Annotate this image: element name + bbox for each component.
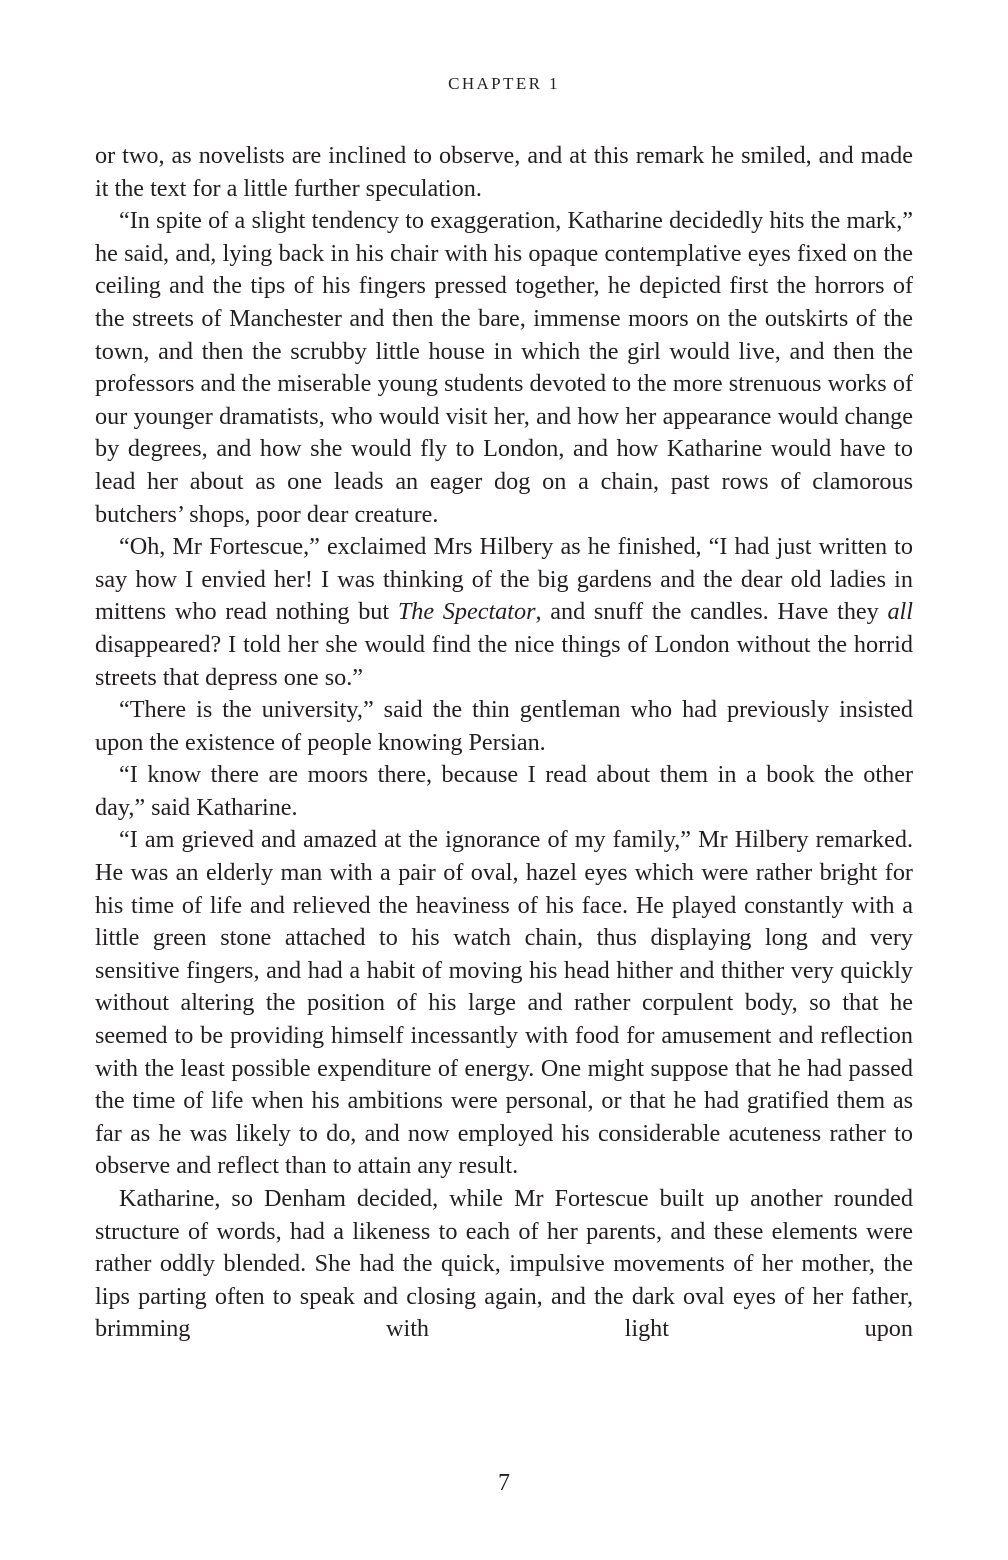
paragraph: “I know there are moors there, because I read about them in a book the other day,” said Katharine.: [95, 761, 913, 821]
italic-emphasis: all: [887, 598, 913, 626]
paragraph-text: “Oh, Mr Fortescue,” exclaimed Mrs Hilbery as he finished, “I had just written to say how I envied her! I was thinking of the big gardens and the dear old ladies in mittens who read nothing but: [95, 533, 913, 626]
paragraph: [95, 531, 913, 694]
paragraph: “I am grieved and amazed at the ignorance of my family,” Mr Hilbery remarked. He was an elderly man with a pair of oval, hazel eyes which were rather bright for his time of life and relieved the heaviness of his face. He played constantly with a little green stone attached to his watch chain, thus displaying long and very sensitive fingers, and had a habit of moving his head hither and thither very quickly without altering the position of his large and rather corpulent body, so that he seemed to be providing himself incessantly with food for amusement and reflection with the least possible expenditure of energy. One might suppose that he had passed the time of life when his ambitions were personal, or that he had gratified them as far as he was likely to do, and now employed his considerable acuteness rather to observe and reflect than to attain any result.: [95, 826, 913, 1180]
paragraph-text: , and snuff the candles. Have they: [535, 598, 888, 626]
italic-title: The Spectator: [397, 598, 536, 626]
body-text: [95, 140, 913, 1346]
paragraph: “In spite of a slight tendency to exaggeration, Katharine decidedly hits the mark,” he said, and, lying back in his chair with his opaque contemplative eyes fixed on the ceiling and the tips of his fingers pressed together, he depicted first the horrors of the streets of Manchester and then the bare, immense moors on the outskirts of the town, and then the scrubby little house in which the girl would live, and then the professors and the miserable young students devoted to the more strenuous works of our younger dramatists, who would visit her, and how her appearance would change by degrees, and how she would fly to London, and how Katharine would have to lead her about as one leads an eager dog on a chain, past rows of clamorous butchers’ shops, poor dear creature.: [95, 207, 913, 528]
paragraph: “There is the university,” said the thin gentleman who had previously insisted upon the existence of people knowing Persian.: [95, 696, 913, 756]
paragraph-continued: or two, as novelists are inclined to observe, and at this remark he smiled, and made it the text for a little further speculation.: [95, 142, 913, 202]
page-number: 7: [498, 1470, 510, 1496]
running-head: CHAPTER 1: [448, 74, 560, 93]
paragraph-text: disappeared? I told her she would find the nice things of London without the horrid streets that depress one so.”: [95, 630, 913, 691]
paragraph: Katharine, so Denham decided, while Mr Fortescue built up another rounded structure of words, had a likeness to each of her parents, and these elements were rather oddly blended. She had the quick, impulsive movements of her mother, the lips parting often to speak and closing again, and the dark oval eyes of her father, brimming with light upon: [95, 1185, 913, 1343]
